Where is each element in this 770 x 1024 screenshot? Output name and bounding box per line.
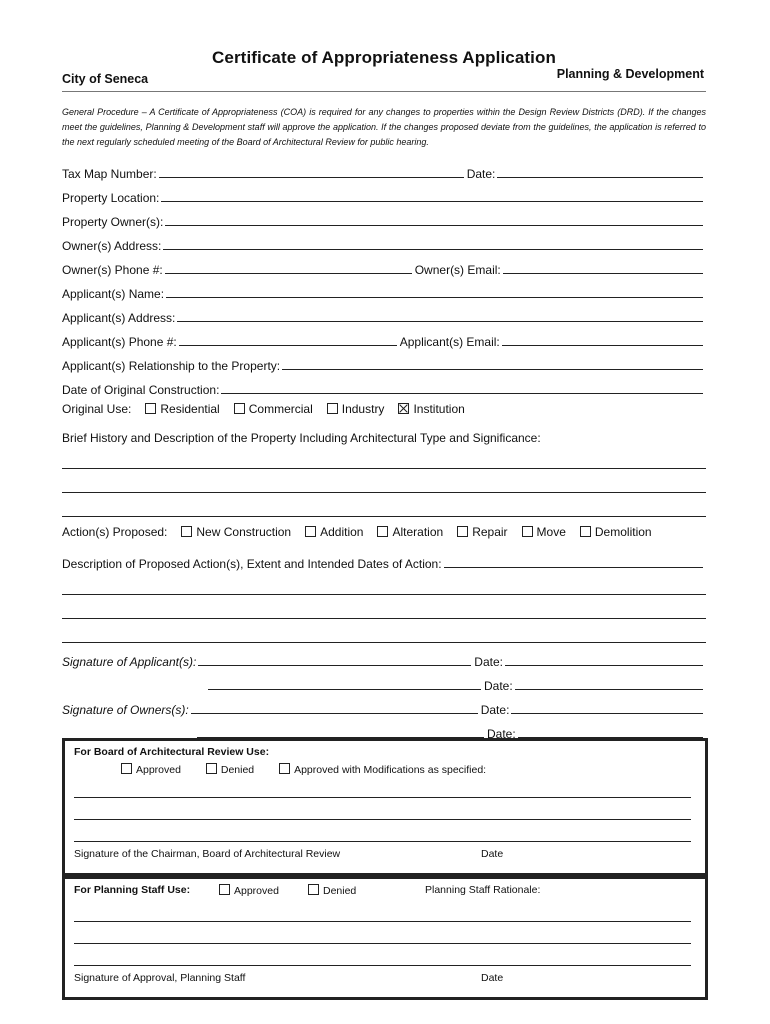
planning-staff-box [62, 876, 708, 1000]
checkbox-icon[interactable] [327, 403, 338, 414]
header-row [62, 69, 706, 89]
applicants-name-field[interactable] [166, 297, 703, 298]
description-line-3[interactable] [62, 619, 706, 643]
applicants-phone-field[interactable] [179, 345, 397, 346]
applicants-name-label: Applicant(s) Name: [62, 287, 165, 301]
board-review-line-1[interactable] [74, 776, 691, 798]
staff-option-approved[interactable]: Approved [219, 884, 279, 897]
owners-email-field[interactable] [503, 273, 703, 274]
applicants-name-row [62, 277, 706, 301]
applicant-signature-date-field[interactable] [505, 665, 703, 666]
staff-line-2[interactable] [74, 922, 691, 944]
checkbox-icon[interactable] [377, 526, 388, 537]
applicants-relationship-label: Applicant(s) Relationship to the Property: [62, 359, 281, 373]
applicant-signature-row [62, 643, 706, 669]
city-name: City of Seneca [62, 72, 149, 86]
staff-signature-date-label: Date [481, 972, 504, 984]
checkbox-icon[interactable] [279, 763, 290, 774]
tax-map-row [62, 157, 706, 181]
board-review-options [74, 763, 691, 776]
applicant-signature-date-label-2: Date: [484, 679, 513, 693]
checkbox-icon[interactable] [457, 526, 468, 537]
history-line-3[interactable] [62, 493, 706, 517]
use-option-residential[interactable]: Residential [145, 402, 219, 416]
action-move[interactable]: Move [522, 525, 566, 539]
actions-label: Action(s) Proposed: [62, 525, 168, 539]
action-addition[interactable]: Addition [305, 525, 363, 539]
checked-checkbox-icon[interactable] [398, 403, 409, 414]
description-line-1[interactable] [62, 571, 706, 595]
original-use-label: Original Use: [62, 402, 132, 416]
planning-staff-header [74, 884, 691, 900]
history-label: Brief History and Description of the Property Including Architectural Type and Significance: [62, 431, 541, 445]
board-review-line-3[interactable] [74, 820, 691, 842]
property-location-label: Property Location: [62, 191, 160, 205]
description-field[interactable] [444, 567, 703, 568]
applicants-phone-row [62, 325, 706, 349]
original-use-row [62, 397, 706, 421]
department-name: Planning & Development [556, 67, 704, 81]
checkbox-icon[interactable] [206, 763, 217, 774]
board-signature-label: Signature of the Chairman, Board of Architectural Review [74, 848, 341, 860]
page-title: Certificate of Appropriateness Application [212, 48, 556, 67]
use-option-commercial[interactable]: Commercial [234, 402, 313, 416]
owner-signature-field[interactable] [191, 713, 478, 714]
owner-signature-date-field[interactable] [511, 713, 703, 714]
date-construction-label: Date of Original Construction: [62, 383, 220, 397]
checkbox-icon[interactable] [308, 884, 319, 895]
use-option-industry[interactable]: Industry [327, 402, 385, 416]
planning-staff-heading: For Planning Staff Use: [74, 884, 191, 896]
action-repair[interactable]: Repair [457, 525, 507, 539]
property-owners-field[interactable] [165, 225, 703, 226]
property-owners-label: Property Owner(s): [62, 215, 164, 229]
applicants-relationship-row [62, 349, 706, 373]
applicants-email-label: Applicant(s) Email: [399, 335, 500, 349]
date-construction-field[interactable] [221, 393, 703, 394]
owners-phone-row [62, 253, 706, 277]
applicants-phone-label: Applicant(s) Phone #: [62, 335, 177, 349]
owners-address-row [62, 229, 706, 253]
applicants-address-field[interactable] [177, 321, 703, 322]
staff-option-denied[interactable]: Denied [308, 884, 356, 897]
owners-email-label: Owner(s) Email: [414, 263, 501, 277]
property-location-row [62, 181, 706, 205]
application-form [62, 48, 706, 741]
bar-option-denied[interactable]: Denied [206, 764, 254, 776]
board-review-line-2[interactable] [74, 798, 691, 820]
history-line-2[interactable] [62, 469, 706, 493]
applicants-email-field[interactable] [502, 345, 703, 346]
staff-line-1[interactable] [74, 900, 691, 922]
board-signature-date-label: Date [481, 848, 504, 860]
applicant-signature-date-label: Date: [474, 655, 503, 669]
applicant-signature-field-2[interactable] [208, 689, 481, 690]
owners-phone-field[interactable] [165, 273, 412, 274]
board-review-heading: For Board of Architectural Review Use: [74, 746, 270, 758]
staff-signature-row [74, 972, 691, 990]
date-field[interactable] [497, 177, 703, 178]
board-signature-row [74, 848, 691, 866]
use-option-institution[interactable]: Institution [398, 402, 464, 416]
checkbox-icon[interactable] [522, 526, 533, 537]
owners-address-label: Owner(s) Address: [62, 239, 162, 253]
owners-phone-label: Owner(s) Phone #: [62, 263, 163, 277]
description-label: Description of Proposed Action(s), Extent and Intended Dates of Action: [62, 557, 442, 571]
owner-signature-date-label-2: Date: [487, 727, 516, 741]
applicant-signature-label: Signature of Applicant(s): [62, 655, 197, 669]
owners-address-field[interactable] [163, 249, 703, 250]
owner-signature-row [62, 693, 706, 717]
property-owners-row [62, 205, 706, 229]
checkbox-icon[interactable] [121, 763, 132, 774]
owner-signature-label: Signature of Owners(s): [62, 703, 189, 717]
action-new-construction[interactable]: New Construction [181, 525, 291, 539]
action-alteration[interactable]: Alteration [377, 525, 443, 539]
checkbox-icon[interactable] [580, 526, 591, 537]
history-row [62, 421, 706, 445]
history-line-1[interactable] [62, 445, 706, 469]
description-line-2[interactable] [62, 595, 706, 619]
action-demolition[interactable]: Demolition [580, 525, 652, 539]
checkbox-icon[interactable] [181, 526, 192, 537]
checkbox-icon[interactable] [219, 884, 230, 895]
tax-map-label: Tax Map Number: [62, 167, 157, 181]
board-review-box [62, 738, 708, 876]
applicant-signature-date-field-2[interactable] [515, 689, 703, 690]
applicants-address-label: Applicant(s) Address: [62, 311, 176, 325]
checkbox-icon[interactable] [234, 403, 245, 414]
applicant-signature-row-2 [62, 669, 706, 693]
property-location-field[interactable] [161, 201, 703, 202]
actions-row [62, 517, 706, 547]
checkbox-icon[interactable] [145, 403, 156, 414]
checkbox-icon[interactable] [305, 526, 316, 537]
procedure-text: General Procedure – A Certificate of Appropriateness (COA) is required for any changes to properties within the Design Review Districts (DRD). If the changes meet the guidelines, Planning & Development staff will approve the application. If the changes proposed deviate from the guidelines, the application is referred to the next regularly scheduled meeting of the Board of Architectural Review for public hearing. [62, 107, 706, 147]
date-construction-row [62, 373, 706, 397]
description-row [62, 547, 706, 571]
applicant-signature-field[interactable] [198, 665, 471, 666]
header-divider [62, 91, 706, 92]
applicants-relationship-field[interactable] [282, 369, 703, 370]
tax-map-field[interactable] [159, 177, 464, 178]
staff-signature-label: Signature of Approval, Planning Staff [74, 972, 246, 984]
staff-line-3[interactable] [74, 944, 691, 966]
owner-signature-date-label: Date: [480, 703, 510, 717]
bar-option-modifications[interactable]: Approved with Modifications as specified: [279, 764, 486, 776]
date-label: Date: [466, 167, 496, 181]
staff-rationale-label: Planning Staff Rationale: [425, 884, 541, 896]
bar-option-approved[interactable]: Approved [121, 764, 181, 776]
applicants-address-row [62, 301, 706, 325]
